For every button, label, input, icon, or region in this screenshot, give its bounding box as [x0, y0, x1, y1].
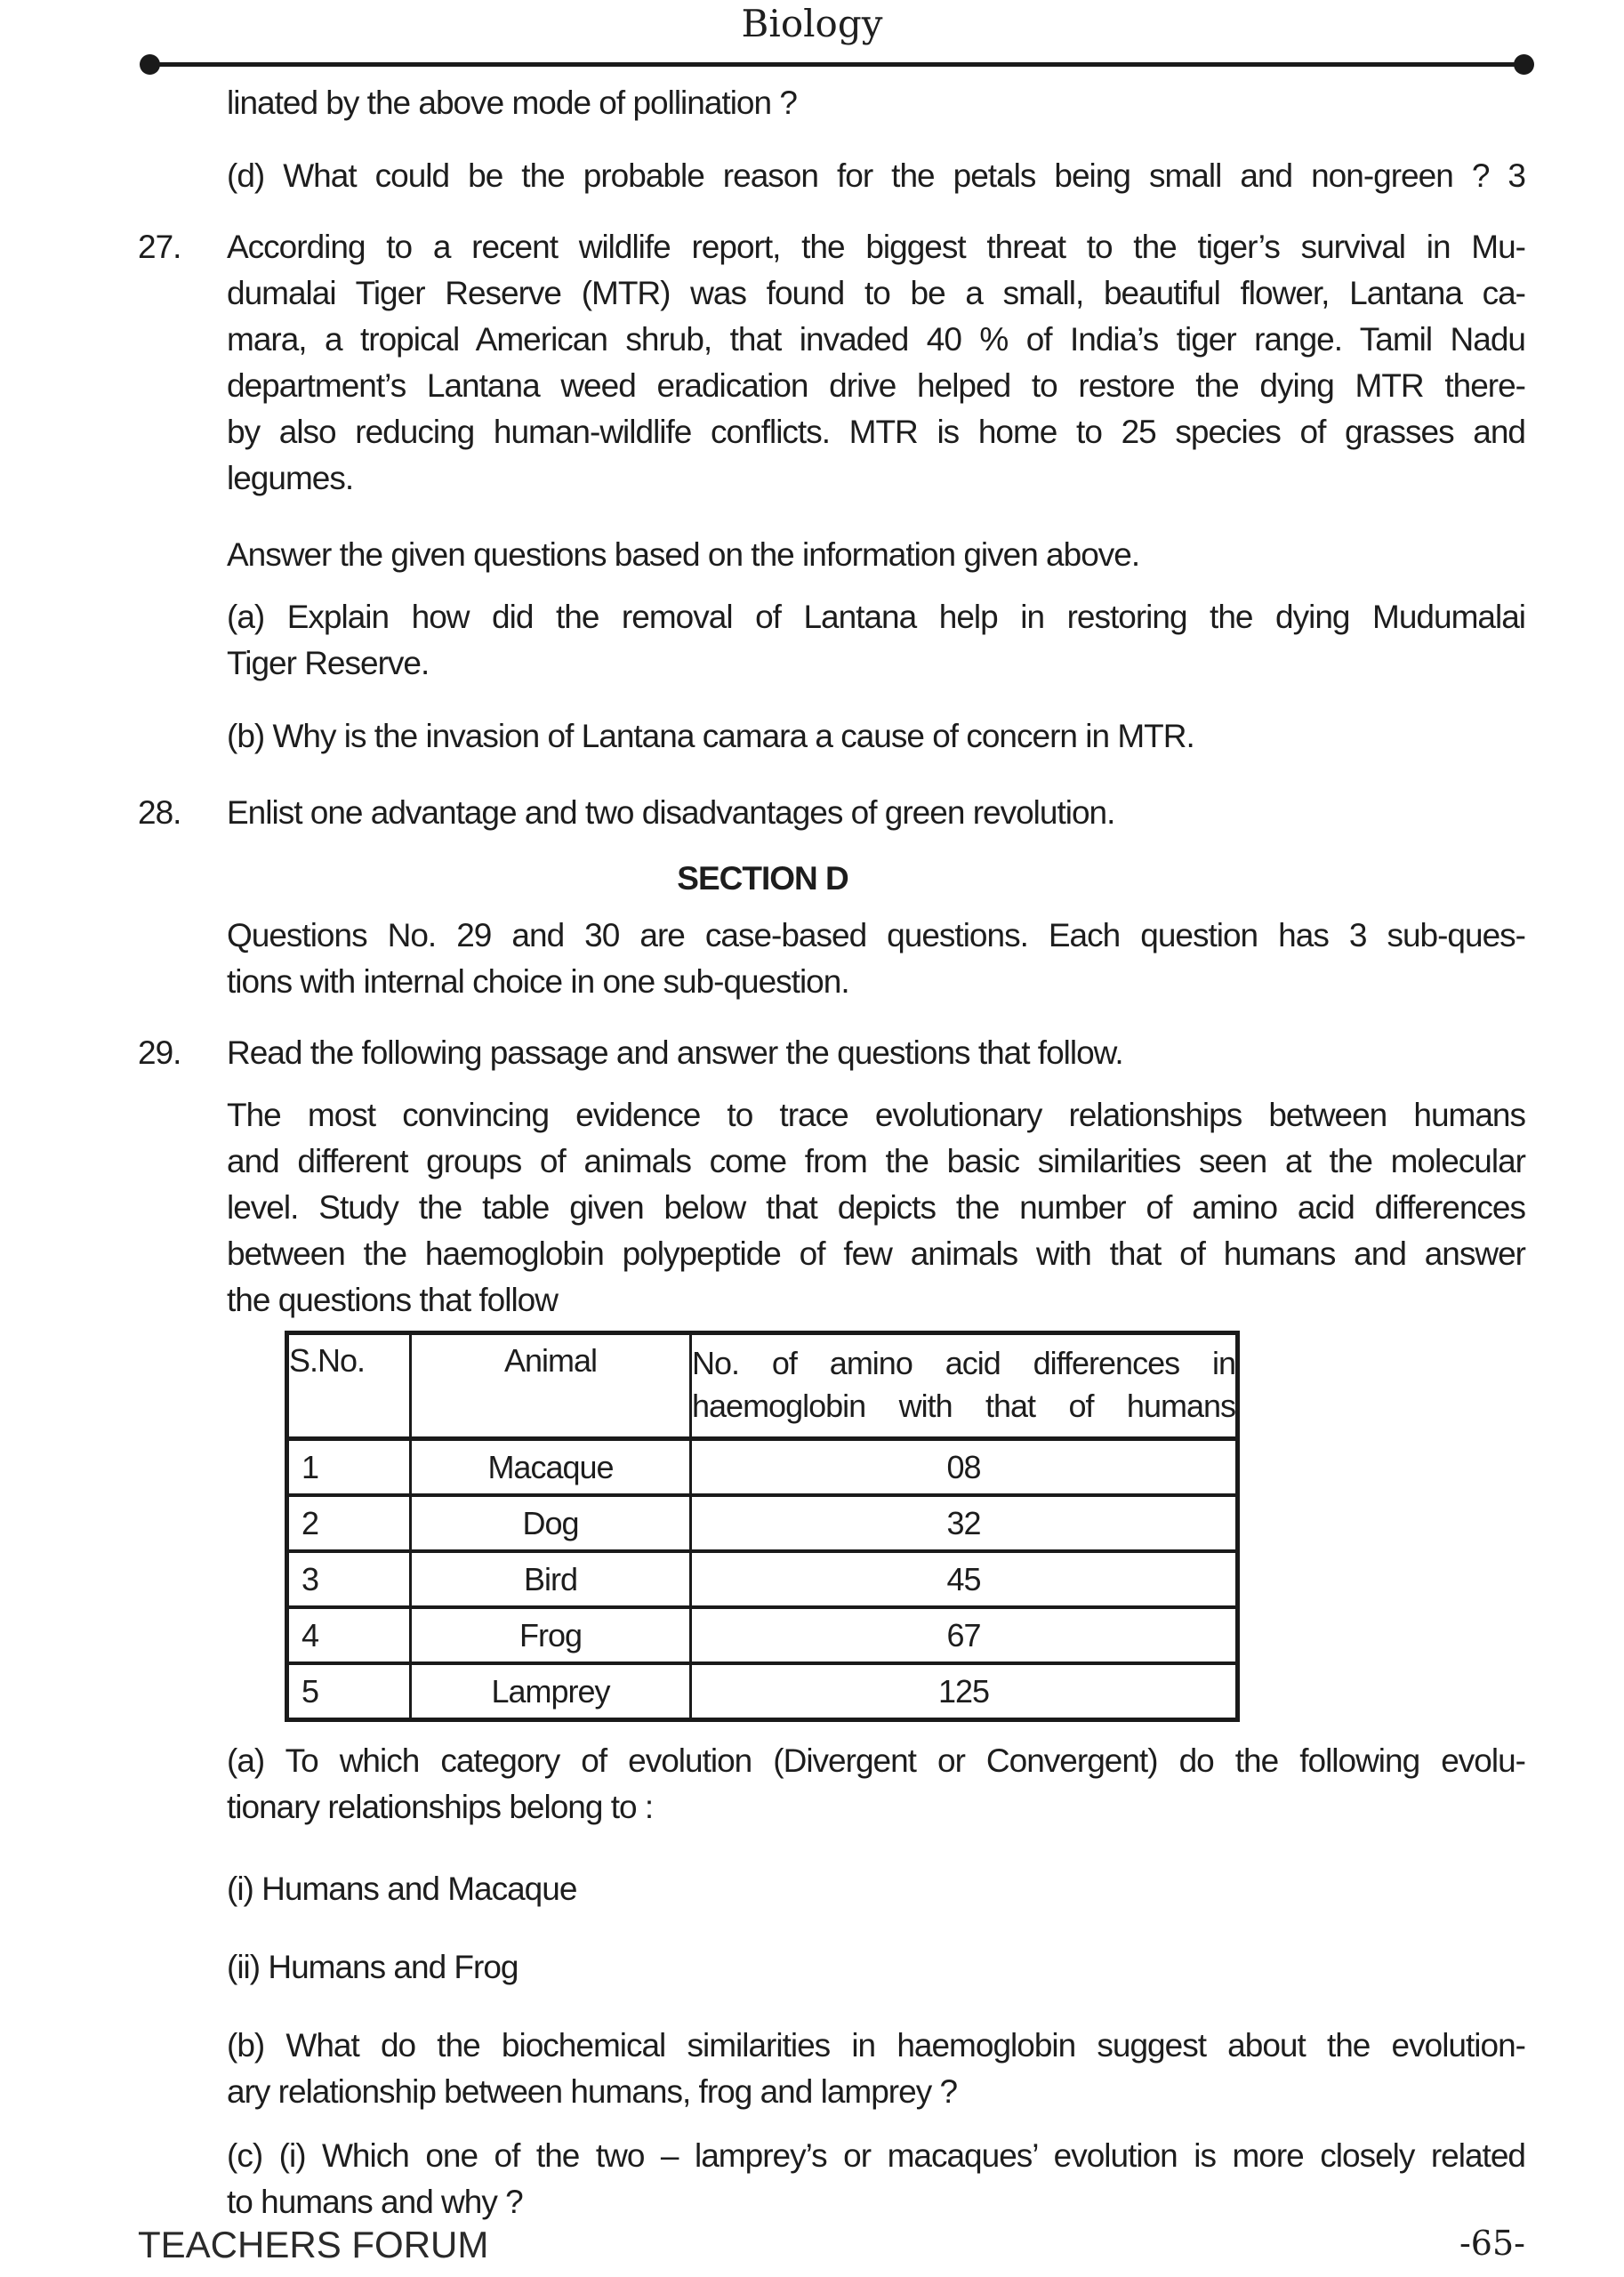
table-header-row [287, 1333, 1238, 1439]
cell-differences: 32 [691, 1495, 1238, 1551]
text-line: (i) Humans and Macaque [227, 1871, 577, 1907]
table-row [287, 1663, 1238, 1720]
amino-acid-differences-table [285, 1331, 1240, 1722]
continuation-line [227, 80, 1525, 126]
text-line: and different groups of animals come from the basic similarities seen at the molecular [227, 1143, 1525, 1179]
question-27a [227, 594, 1525, 687]
cell-animal: Macaque [411, 1439, 691, 1496]
question-27b [227, 713, 1525, 760]
text-line: level. Study the table given below that depicts the number of amino acid differences [227, 1189, 1525, 1226]
text-line: tions with internal choice in one sub-question. [227, 963, 849, 1000]
text-line: department’s Lantana weed eradication drive helped to restore the dying MTR there- [227, 367, 1525, 404]
cell-differences: 45 [691, 1551, 1238, 1607]
text-line: dumalai Tiger Reserve (MTR) was found to be a small, beautiful flower, Lantana ca- [227, 275, 1525, 311]
cell-animal: Bird [411, 1551, 691, 1607]
text-line: Tiger Reserve. [227, 645, 430, 681]
cell-sno: 2 [287, 1495, 411, 1551]
footer-publisher: TEACHERS FORUM [138, 2224, 489, 2265]
cell-differences: 125 [691, 1663, 1238, 1720]
header-differences-line1: No. of amino acid differences in [692, 1345, 1235, 1381]
question-26d [227, 153, 1525, 199]
text-line: (b) What do the biochemical similarities in haemoglobin suggest about the evolution- [227, 2027, 1525, 2064]
question-29 [138, 1030, 1525, 1076]
cell-sno: 3 [287, 1551, 411, 1607]
table-row [287, 1551, 1238, 1607]
header-animal: Animal [411, 1333, 691, 1439]
question-29a-ii [227, 1944, 1525, 1991]
question-29b [227, 2023, 1525, 2115]
text-line: legumes. [227, 460, 354, 496]
cell-differences: 67 [691, 1607, 1238, 1663]
text-line: ary relationship between humans, frog and lamprey ? [227, 2073, 958, 2110]
table-row [287, 1439, 1238, 1496]
text-line: by also reducing human-wildlife conflicts. MTR is home to 25 species of grasses and [227, 414, 1525, 450]
text-line: tionary relationships belong to : [227, 1789, 654, 1825]
section-d-heading: SECTION D [677, 860, 848, 897]
header-differences-line2: haemoglobin with that of humans [692, 1388, 1235, 1424]
text-line: Enlist one advantage and two disadvantages of green revolution. [227, 794, 1115, 831]
text-line: According to a recent wildlife report, the biggest threat to the tiger’s survival in Mu- [227, 229, 1525, 265]
cell-animal: Frog [411, 1607, 691, 1663]
text-line: Questions No. 29 and 30 are case-based questions. Each question has 3 sub-ques- [227, 917, 1525, 953]
section-d-note [227, 913, 1525, 1005]
question-27 [138, 224, 1525, 502]
table-row [287, 1495, 1238, 1551]
cell-sno: 5 [287, 1663, 411, 1720]
text-line: (a) Explain how did the removal of Lantana help in restoring the dying Mudumalai [227, 599, 1525, 635]
header-rule [143, 62, 1531, 67]
text-line: between the haemoglobin polypeptide of few animals with that of humans and answer [227, 1235, 1525, 1272]
text-line: (ii) Humans and Frog [227, 1949, 519, 1985]
rule-left-dot [140, 54, 160, 75]
text-line: (d) What could be the probable reason for the petals being small and non-green ? 3 [227, 157, 1525, 194]
text-line: (c) (i) Which one of the two – lamprey’s or macaques’ evolution is more closely related [227, 2137, 1525, 2174]
question-27-answer-note [227, 532, 1525, 578]
text-line: mara, a tropical American shrub, that invaded 40 % of India’s tiger range. Tamil Nadu [227, 321, 1525, 358]
header-differences [691, 1333, 1238, 1439]
text-line: Answer the given questions based on the information given above. [227, 536, 1140, 573]
question-number: 28. [138, 794, 181, 831]
page-title: Biology [741, 2, 883, 45]
question-29c [227, 2133, 1525, 2225]
text-line: linated by the above mode of pollination ? [227, 84, 797, 121]
text-line: Read the following passage and answer the questions that follow. [227, 1034, 1123, 1071]
cell-sno: 4 [287, 1607, 411, 1663]
footer-page-number: -65- [1459, 2224, 1525, 2263]
cell-sno: 1 [287, 1439, 411, 1496]
question-29-passage [227, 1092, 1525, 1324]
text-line: to humans and why ? [227, 2184, 523, 2220]
question-28 [138, 790, 1525, 836]
cell-animal: Dog [411, 1495, 691, 1551]
text-line: (b) Why is the invasion of Lantana camara a cause of concern in MTR. [227, 718, 1194, 754]
rule-right-dot [1514, 54, 1534, 75]
question-29a-i [227, 1866, 1525, 1912]
cell-animal: Lamprey [411, 1663, 691, 1720]
table-row [287, 1607, 1238, 1663]
text-line: The most convincing evidence to trace evolutionary relationships between humans [227, 1097, 1525, 1133]
question-number: 29. [138, 1034, 181, 1071]
header-sno: S.No. [287, 1333, 411, 1439]
question-29a [227, 1738, 1525, 1830]
text-line: (a) To which category of evolution (Divergent or Convergent) do the following evolu- [227, 1742, 1525, 1779]
question-number: 27. [138, 229, 181, 265]
cell-differences: 08 [691, 1439, 1238, 1496]
text-line: the questions that follow [227, 1282, 558, 1318]
